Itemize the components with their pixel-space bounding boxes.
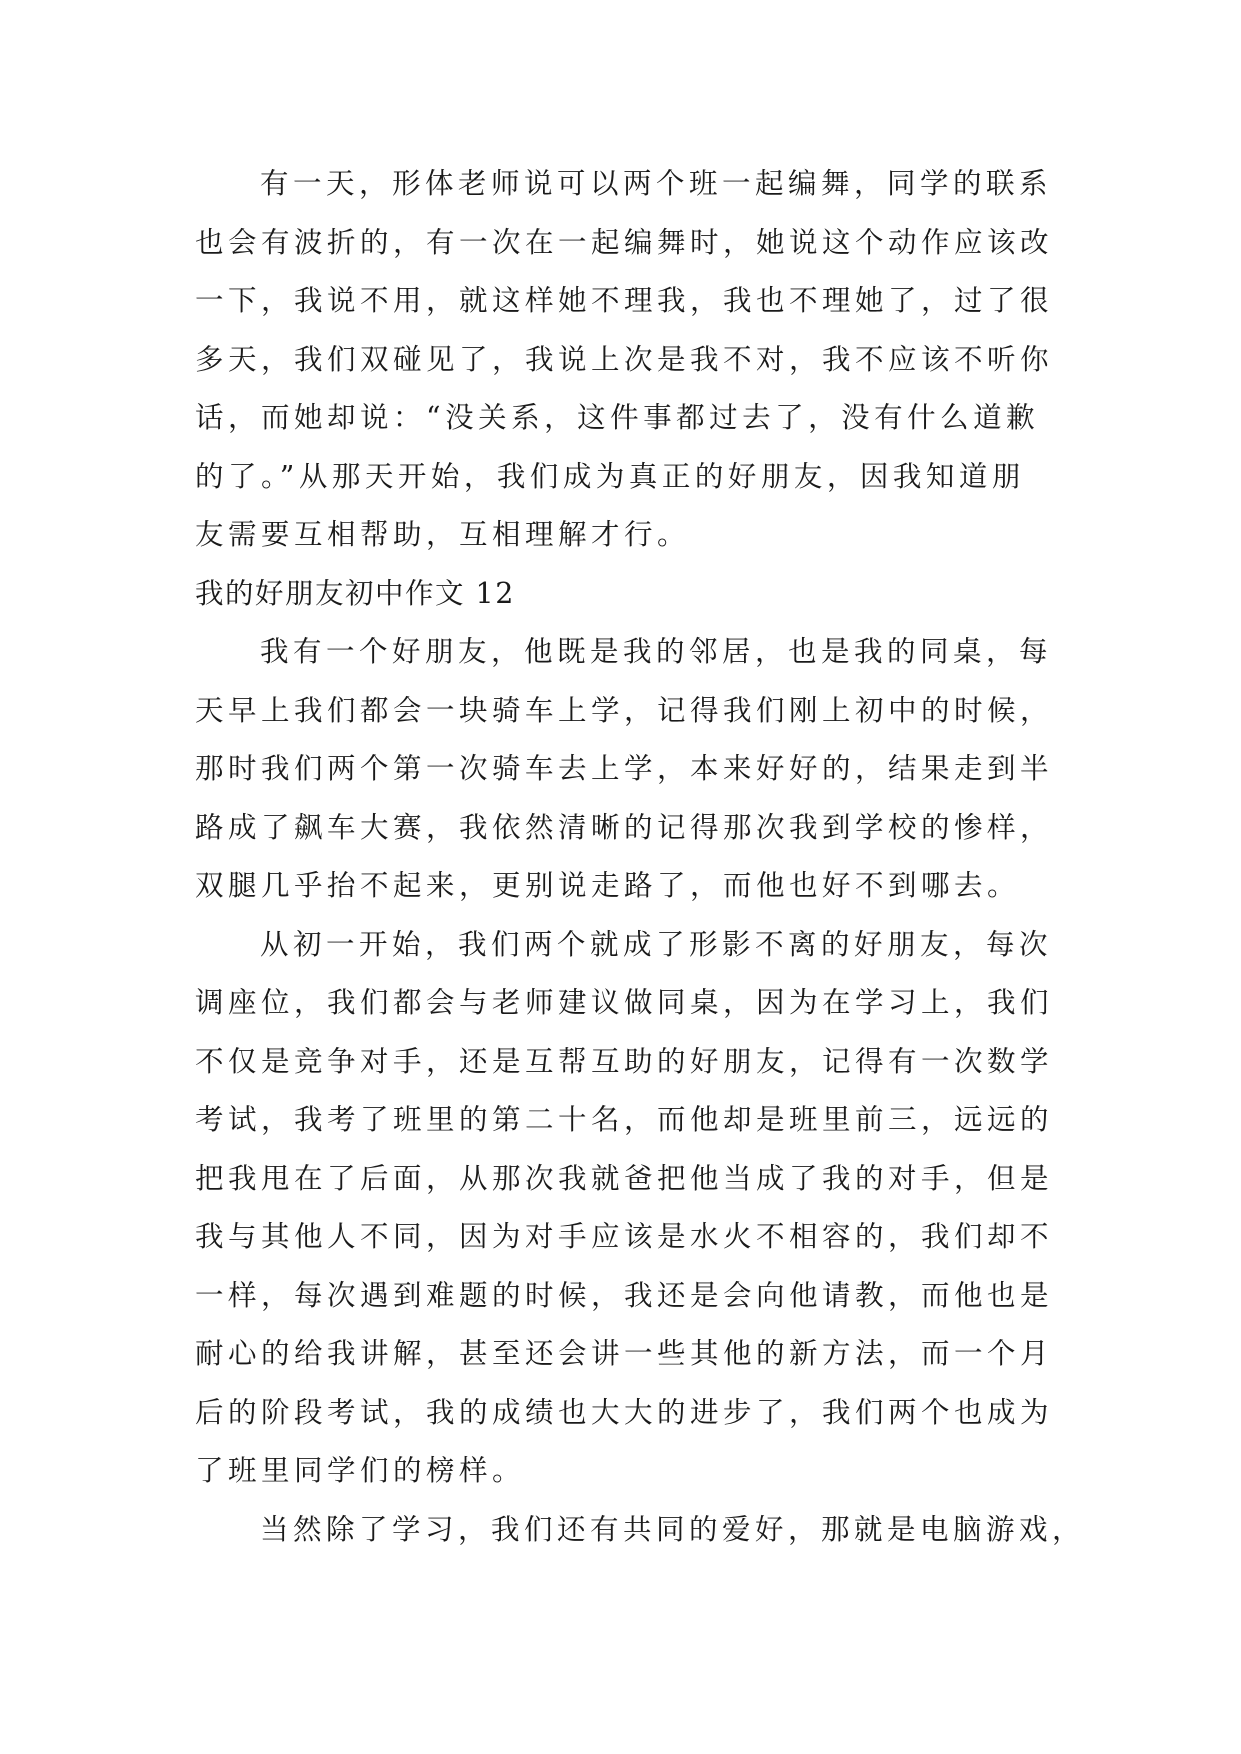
text-line: 了班里同学们的榜样。 xyxy=(195,1454,526,1487)
text-line: 考试，我考了班里的第二十名，而他却是班里前三，远远的 xyxy=(195,1103,1054,1136)
text-line: 一样，每次遇到难题的时候，我还是会向他请教，而他也是 xyxy=(195,1278,1054,1312)
text-line: 从初一开始，我们两个就成了形影不离的好朋友，每次 xyxy=(260,927,1053,961)
section-heading: 我的好朋友初中作文 12 xyxy=(195,576,515,610)
text-line: 有一天，形体老师说可以两个班一起编舞，同学的联系 xyxy=(260,167,1053,200)
text-line: 耐心的给我讲解，甚至还会讲一些其他的新方法，而一个月 xyxy=(195,1337,1054,1370)
text-line: 后的阶段考试，我的成绩也大大的进步了，我们两个也成为 xyxy=(195,1395,1054,1429)
text-line: 的了。”从那天开始，我们成为真正的好朋友，因我知道朋 xyxy=(195,459,1025,493)
text-line: 我与其他人不同，因为对手应该是水火不相容的，我们却不 xyxy=(195,1220,1054,1253)
text-line: 一下，我说不用，就这样她不理我，我也不理她了，过了很 xyxy=(195,284,1054,317)
text-line: 路成了飙车大赛，我依然清晰的记得那次我到学校的惨样， xyxy=(195,810,1054,844)
document-body xyxy=(195,155,1086,1559)
text-line: 天早上我们都会一块骑车上学，记得我们刚上初中的时候， xyxy=(195,693,1054,727)
text-line: 不仅是竞争对手，还是互帮互助的好朋友，记得有一次数学 xyxy=(195,1044,1054,1078)
text-line: 那时我们两个第一次骑车去上学，本来好好的，结果走到半 xyxy=(195,752,1054,785)
text-line: 把我甩在了后面，从那次我就爸把他当成了我的对手，但是 xyxy=(195,1161,1054,1195)
paragraph xyxy=(195,623,1075,916)
text-line: 话，而她却说：“没关系，这件事都过去了，没有什么道歉 xyxy=(195,401,1040,434)
paragraph xyxy=(195,916,1075,1501)
paragraph xyxy=(195,155,1075,565)
text-line: 调座位，我们都会与老师建议做同桌，因为在学习上，我们 xyxy=(195,986,1054,1019)
text-line: 友需要互相帮助，互相理解才行。 xyxy=(195,518,691,551)
paragraph xyxy=(195,1501,1086,1560)
text-line: 也会有波折的，有一次在一起编舞时，她说这个动作应该改 xyxy=(195,225,1054,259)
text-line: 我有一个好朋友，他既是我的邻居，也是我的同桌，每 xyxy=(260,635,1053,668)
text-line: 双腿几乎抬不起来，更别说走路了，而他也好不到哪去。 xyxy=(195,869,1021,902)
text-line: 当然除了学习，我们还有共同的爱好，那就是电脑游戏， xyxy=(260,1512,1086,1546)
text-line: 多天，我们双碰见了，我说上次是我不对，我不应该不听你 xyxy=(195,342,1054,376)
